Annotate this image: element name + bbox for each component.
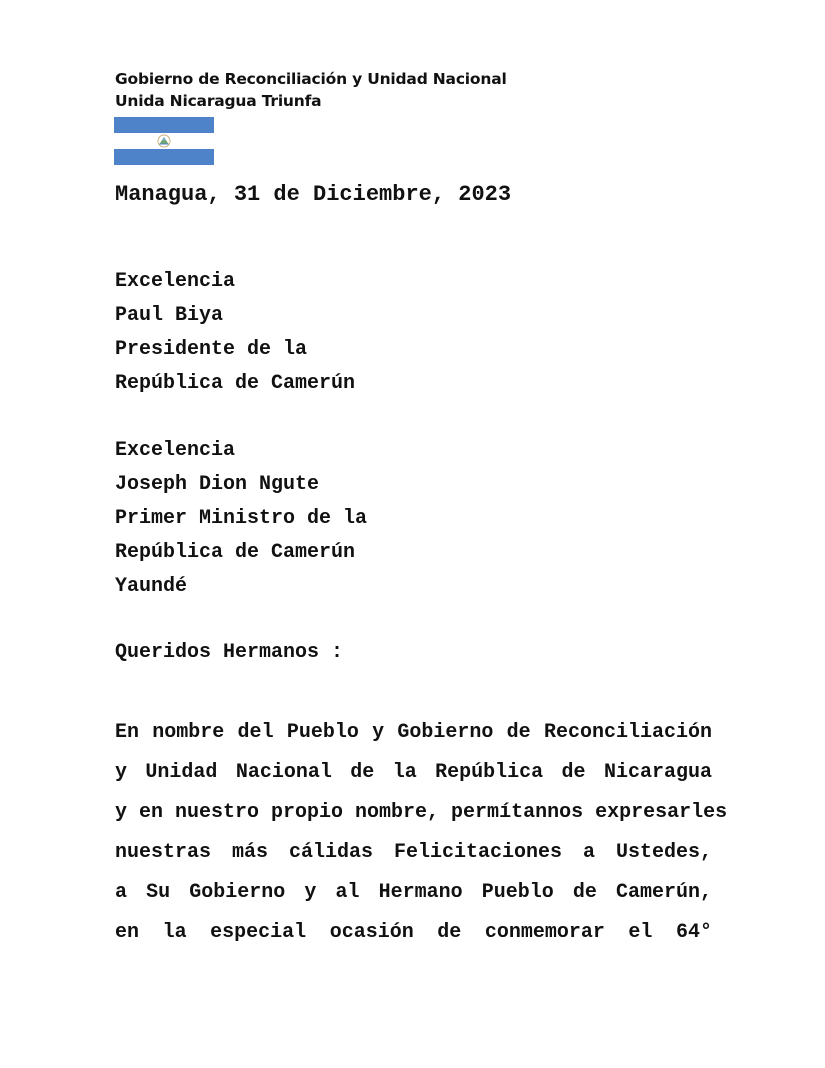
coat-of-arms-icon <box>157 134 171 148</box>
letter-date: Managua, 31 de Diciembre, 2023 <box>115 182 512 207</box>
body-line: En nombre del Pueblo y Gobierno de Reconciliación <box>115 721 712 744</box>
letterhead-slogan: Unida Nicaragua Triunfa <box>115 92 322 110</box>
letterhead-government-name: Gobierno de Reconciliación y Unidad Nacional <box>115 70 507 88</box>
flag-top-stripe <box>114 117 214 133</box>
recipient-2-country: República de Camerún <box>115 541 356 564</box>
body-line: y Unidad Nacional de la República de Nicaragua <box>115 761 712 784</box>
body-line: nuestras más cálidas Felicitaciones a Ustedes, <box>115 841 712 864</box>
recipient-1-title: Presidente de la <box>115 338 308 361</box>
recipient-1-name: Paul Biya <box>115 304 224 327</box>
salutation: Queridos Hermanos : <box>115 641 344 664</box>
recipient-2-name: Joseph Dion Ngute <box>115 473 320 496</box>
recipient-1-honorific: Excelencia <box>115 270 236 293</box>
recipient-1-country: República de Camerún <box>115 372 356 395</box>
body-line: en la especial ocasión de conmemorar el 64° <box>115 921 712 944</box>
nicaragua-flag-icon <box>114 117 214 165</box>
flag-bottom-stripe <box>114 149 214 165</box>
body-line: y en nuestro propio nombre, permítannos expresarles <box>115 801 728 824</box>
recipient-2-title: Primer Ministro de la <box>115 507 368 530</box>
body-line: a Su Gobierno y al Hermano Pueblo de Camerún, <box>115 881 712 904</box>
recipient-2-city: Yaundé <box>115 575 188 598</box>
recipient-2-honorific: Excelencia <box>115 439 236 462</box>
